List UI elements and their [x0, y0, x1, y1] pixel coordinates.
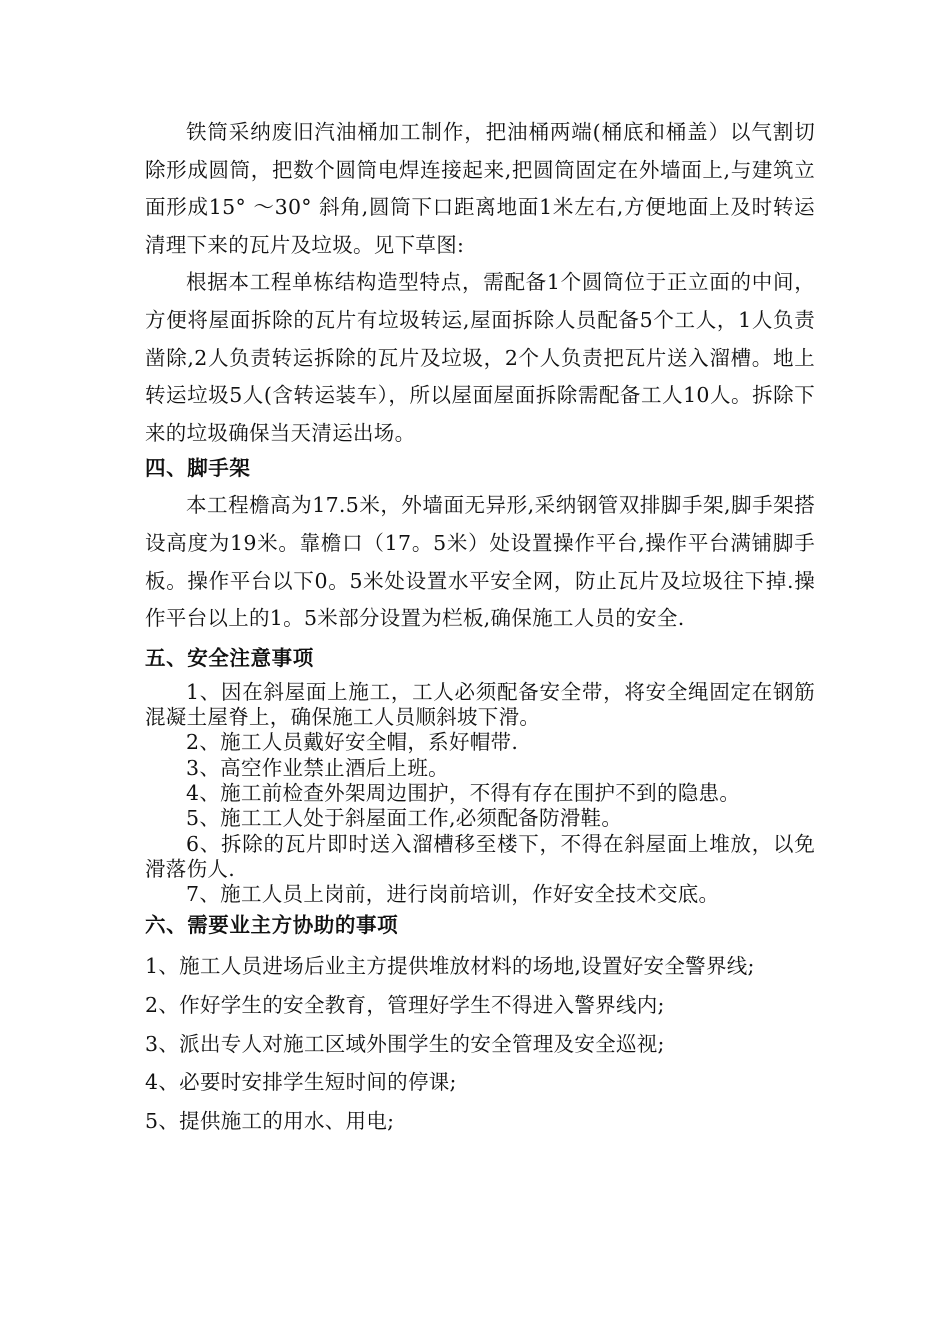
document-page	[145, 114, 815, 1140]
owner-assistance-list	[145, 947, 815, 1140]
safety-item-4: 4、施工前检查外架周边围护，不得有存在围护不到的隐患。	[186, 780, 741, 805]
scaffold-paragraph: 本工程檐高为17.5米，外墙面无异形,采纳钢管双排脚手架,脚手架搭设高度为19米。靠檐口（17。5米）处设置操作平台,操作平台满铺脚手板。操作平台以下0。5米处设置水平安全网，防止瓦片及垃圾往下掉.操作平台以上的1。5米部分设置为栏板,确保施工人员的安全.	[145, 493, 815, 631]
assistance-item-4: 4、必要时安排学生短时间的停课;	[145, 1070, 457, 1095]
assistance-item-5: 5、提供施工的用水、用电;	[145, 1108, 395, 1133]
assistance-item-3: 3、派出专人对施工区域外围学生的安全管理及安全巡视;	[145, 1031, 665, 1056]
intro-paragraph-staffing: 根据本工程单栋结构造型特点，需配备1个圆筒位于正立面的中间，方便将屋面拆除的瓦片有垃圾转运,屋面拆除人员配备5个工人，1人负责凿除,2人负责转运拆除的瓦片及垃圾，2个人负责把瓦片送入溜槽。地上转运垃圾5人(含转运装车），所以屋面屋面拆除需配备工人10人。拆除下来的垃圾确保当天清运出场。	[145, 270, 815, 445]
intro-paragraph-chute: 铁筒采纳废旧汽油桶加工制作，把油桶两端(桶底和桶盖）以气割切除形成圆筒，把数个圆筒电焊连接起来,把圆筒固定在外墙面上,与建筑立面形成15° ～30° 斜角,圆筒下口距离地面1米左右,方便地面上及时转运清理下来的瓦片及垃圾。见下草图:	[145, 120, 815, 257]
safety-item-7: 7、施工人员上岗前，进行岗前培训，作好安全技术交底。	[186, 882, 720, 907]
assistance-item-2: 2、作好学生的安全教育，管理好学生不得进入警界线内;	[145, 992, 665, 1017]
safety-item-5: 5、施工工人处于斜屋面工作,必须配备防滑鞋。	[186, 806, 623, 831]
section-4-body	[145, 487, 815, 637]
safety-list	[145, 680, 815, 908]
safety-item-6: 6、拆除的瓦片即时送入溜槽移至楼下，不得在斜屋面上堆放，以免滑落伤人.	[145, 831, 815, 881]
assistance-item-1: 1、施工人员进场后业主方提供堆放材料的场地,设置好安全警界线;	[145, 954, 755, 979]
section-5-heading: 五、安全注意事项	[145, 645, 314, 670]
safety-item-1: 1、因在斜屋面上施工，工人必须配备安全带，将安全绳固定在钢筋混凝土屋脊上，确保施工人员顺斜坡下滑。	[145, 679, 815, 730]
safety-item-2: 2、施工人员戴好安全帽，系好帽带.	[186, 730, 519, 755]
section-4-heading: 四、脚手架	[145, 456, 251, 481]
safety-item-3: 3、高空作业禁止酒后上班。	[186, 755, 449, 780]
section-6-heading: 六、需要业主方协助的事项	[145, 913, 399, 938]
